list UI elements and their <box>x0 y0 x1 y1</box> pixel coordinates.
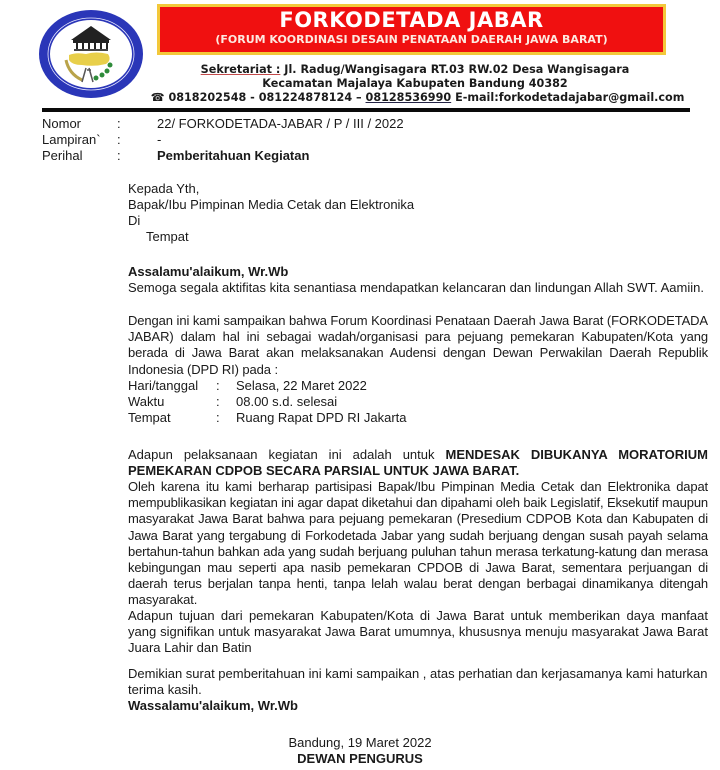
organization-name: FORKODETADA JABAR <box>279 8 544 32</box>
meta-separator: : <box>117 116 121 131</box>
forkodetada-logo-icon <box>36 8 146 100</box>
recipient-line-4: Tempat <box>146 229 189 244</box>
phone-link[interactable]: 08128536990 <box>365 91 452 104</box>
purpose-text: Adapun pelaksanaan kegiatan ini adalah untuk <box>128 447 446 462</box>
meta-separator: : <box>117 148 121 163</box>
meta-row-nomor <box>42 116 404 132</box>
phone-numbers: 0818202548 - 081224878124 – <box>168 91 362 104</box>
schedule-value: Selasa, 22 Maret 2022 <box>236 378 367 393</box>
signature-board: DEWAN PENGURUS <box>297 751 423 766</box>
intro-paragraph: Dengan ini kami sampaikan bahwa Forum Koordinasi Penataan Daerah Jawa Barat (FORKODETADA JABAR) dalam hal ini sebagai wadah/organisasi para pejuang pemekaran Kabupaten/Kota yang berada di Jawa Barat akan melaksanakan Audensi dengan Dewan Perwakilan Daerah Republik Indonesia (DPD RI) pada : <box>128 313 708 377</box>
opening-sentence: Semoga segala aktifitas kita senantiasa mendapatkan kelancaran dan lindungan Allah SWT. Aamiin. <box>128 280 704 295</box>
farewell: Wassalamu'alaikum, Wr.Wb <box>128 698 298 713</box>
signature-place-date: Bandung, 19 Maret 2022 <box>288 735 432 750</box>
closing-paragraph: Demikian surat pemberitahuan ini kami sampaikan , atas perhatian dan kerjasamanya kami haturkan terima kasih. <box>128 666 708 698</box>
meta-value-subject: Pemberitahuan Kegiatan <box>157 148 310 163</box>
meta-separator: : <box>117 132 121 147</box>
purpose-emphasis: MENDESAK DIBUKANYA MORATORIUM PEMEKARAN CDPOB SECARA PARSIAL UNTUK JAWA BARAT. <box>128 447 709 479</box>
recipient-line-3: Di <box>128 213 141 228</box>
organization-logo <box>36 8 146 100</box>
body-paragraph: Oleh karena itu kami berharap partisipasi Bapak/Ibu Pimpinan Media Cetak dan Elektronika dapat mempublikasikan kegiatan ini agar dapat diketahui dan dipahami oleh baik Legislatif, Eksekutif maupun masyarakat Jawa Barat bahwa para pejuang pemekaran (Presedium CDPOB Kota dan Kabupaten di Jawa Barat yang tergabung di Forkodetada Jabar yang sudah berjuang dengan susah payah selama bertahun-tahun bahkan ada yang sudah berjuang puluhan tahun merasa terkatung-katung dan merasa kebingungan mau seperti apa nasib pemekaran CPDOB di Jawa Barat, sementara perjuangan di daerah terus berjalan tanpa henti, tanpa lelah walau berat dengan berbagai dinamikanya ditengah masyarakat. <box>128 479 708 608</box>
greeting: Assalamu'alaikum, Wr.Wb <box>128 264 289 279</box>
secretariat-label: Sekretariat : <box>200 63 281 76</box>
meta-value: - <box>157 132 162 147</box>
schedule-value: 08.00 s.d. selesai <box>236 394 338 409</box>
contact-line <box>145 91 690 105</box>
recipient-line-1: Kepada Yth, <box>128 181 200 196</box>
schedule-separator: : <box>216 410 220 425</box>
recipient-line-2: Bapak/Ibu Pimpinan Media Cetak dan Elektronika <box>128 197 415 212</box>
schedule-label: Waktu <box>128 394 165 409</box>
meta-row-lampiran <box>42 132 161 148</box>
schedule-row-place <box>128 410 706 426</box>
address-line-1 <box>150 63 680 77</box>
meta-value: 22/ FORKODETADA-JABAR / P / III / 2022 <box>157 116 404 131</box>
schedule-value: Ruang Rapat DPD RI Jakarta <box>236 410 407 425</box>
letterhead-divider <box>42 108 690 112</box>
meta-label: Lampiran` <box>42 132 101 147</box>
meta-label: Perihal <box>42 148 83 163</box>
address-line-2: Kecamatan Majalaya Kabupaten Bandung 40382 <box>262 77 568 90</box>
secretariat-address: Jl. Radug/Wangisagara RT.03 RW.02 Desa Wangisagara <box>284 63 630 76</box>
goal-paragraph: Adapun tujuan dari pemekaran Kabupaten/Kota di Jawa Barat untuk memberikan daya manfaat yang signifikan untuk masyarakat Jawa Barat umumnya, khususnya menuju masyarakat Jawa Barat Juara Lahir dan Batin <box>128 608 708 656</box>
schedule-separator: : <box>216 378 220 393</box>
schedule-label: Hari/tanggal <box>128 378 199 393</box>
schedule-row-date <box>128 378 706 394</box>
email-address[interactable]: E-mail:forkodetadajabar@gmail.com <box>451 91 685 104</box>
schedule-row-time <box>128 394 706 410</box>
telephone-icon: ☎ <box>150 91 165 104</box>
schedule-label: Tempat <box>128 410 171 425</box>
meta-label: Nomor <box>42 116 82 131</box>
purpose-paragraph <box>128 447 708 479</box>
meta-row-perihal <box>42 148 309 164</box>
schedule-separator: : <box>216 394 220 409</box>
organization-fullname: (FORUM KOORDINASI DESAIN PENATAAN DAERAH JAWA BARAT) <box>215 33 608 46</box>
letterhead-banner <box>157 4 666 55</box>
